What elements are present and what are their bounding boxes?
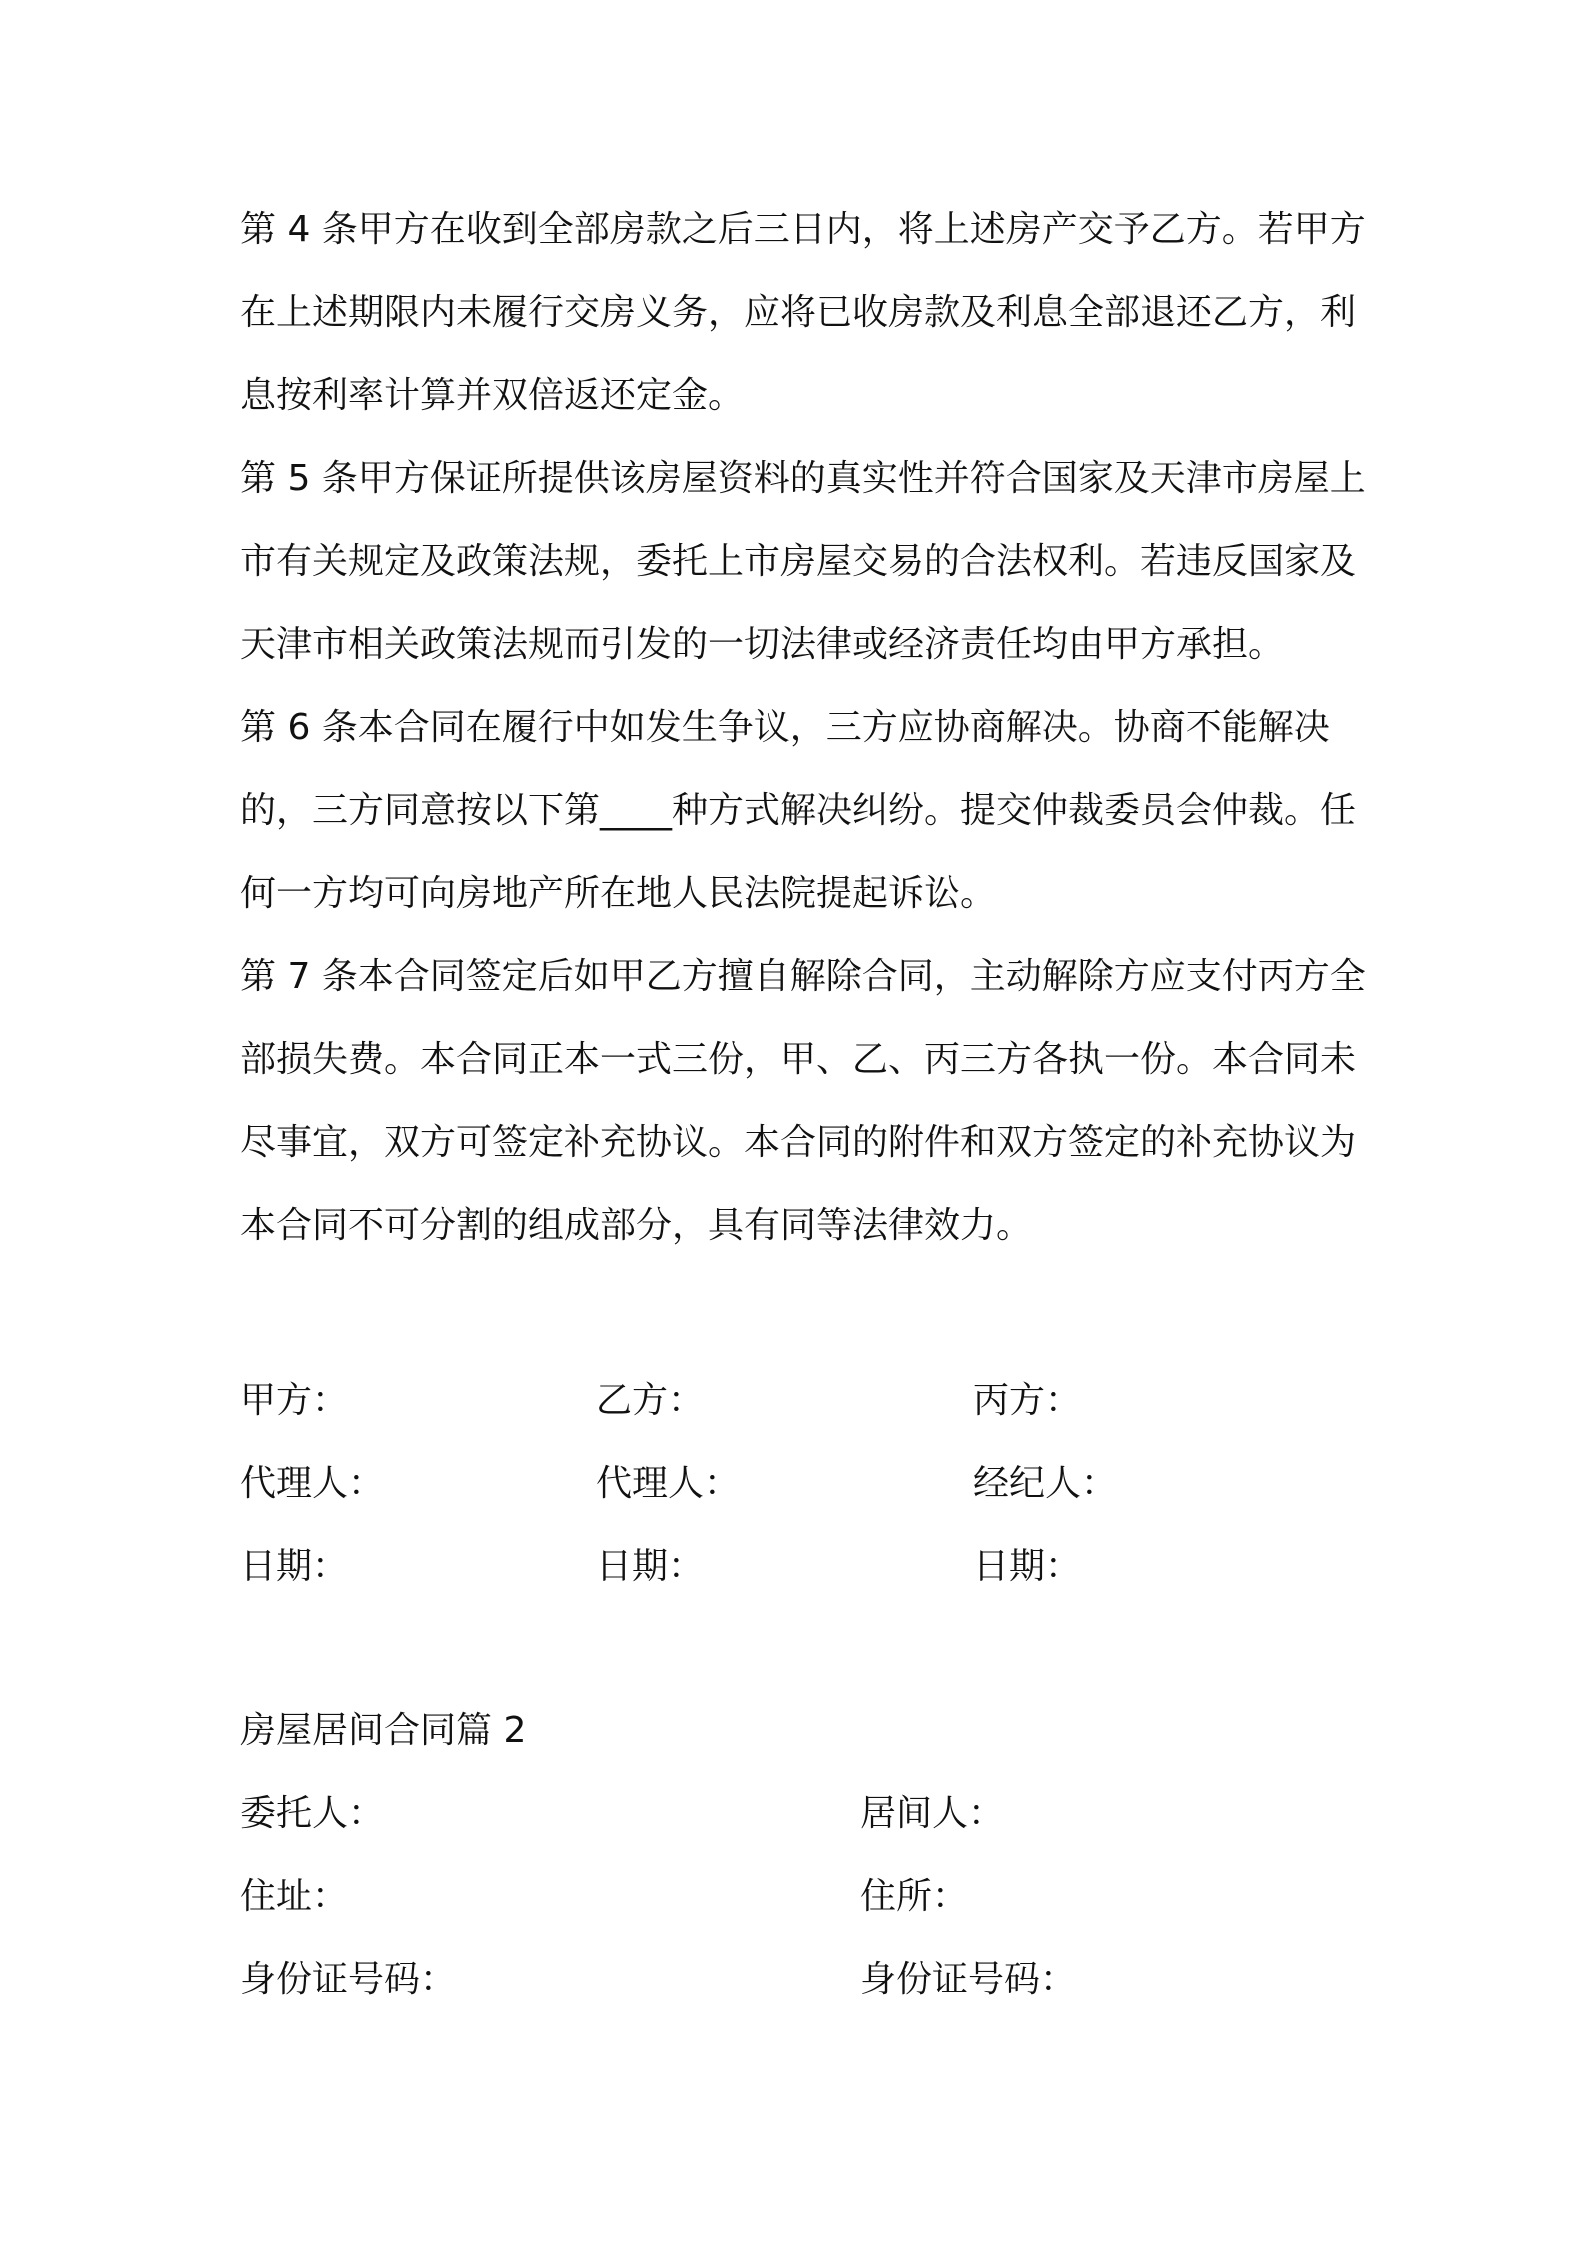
signature-row-parties (240, 1359, 1380, 1442)
clause-6: 第 6 条本合同在履行中如发生争议，三方应协商解决。协商不能解决的，三方同意按以下第____种方式解决纠纷。提交仲裁委员会仲裁。任何一方均可向房地产所在地人民法院提起诉讼。 (240, 707, 1357, 914)
broker-label: 经纪人： (973, 1463, 1118, 1504)
date-b-label: 日期： (596, 1546, 705, 1587)
section-2-row-id (240, 1938, 1380, 2021)
address-left-label: 住址： (240, 1876, 349, 1917)
id-left-label: 身份证号码： (240, 1959, 457, 2000)
agent-b-label: 代理人： (596, 1463, 741, 1504)
party-a-label: 甲方： (240, 1380, 349, 1421)
section-2-row-address (240, 1855, 1380, 1938)
signature-row-agents (240, 1442, 1380, 1525)
section-2-row-names (240, 1772, 1380, 1855)
intermediary-label: 居间人： (860, 1793, 1005, 1834)
agent-a-label: 代理人： (240, 1463, 385, 1504)
date-a-label: 日期： (240, 1546, 349, 1587)
id-right-label: 身份证号码： (860, 1959, 1077, 2000)
address-right-label: 住所： (860, 1876, 969, 1917)
clause-4: 第 4 条甲方在收到全部房款之后三日内，将上述房产交予乙方。若甲方在上述期限内未履行交房义务，应将已收房款及利息全部退还乙方，利息按利率计算并双倍返还定金。 (240, 209, 1366, 416)
signature-row-dates (240, 1525, 1380, 1608)
section-2-title: 房屋居间合同篇 2 (240, 1710, 527, 1751)
clause-7: 第 7 条本合同签定后如甲乙方擅自解除合同，主动解除方应支付丙方全部损失费。本合同正本一式三份，甲、乙、丙三方各执一份。本合同未尽事宜，双方可签定补充协议。本合同的附件和双方签定的补充协议为本合同不可分割的组成部分，具有同等法律效力。 (240, 956, 1366, 1246)
principal-label: 委托人： (240, 1793, 385, 1834)
party-b-label: 乙方： (596, 1380, 705, 1421)
party-c-label: 丙方： (973, 1380, 1082, 1421)
clause-5: 第 5 条甲方保证所提供该房屋资料的真实性并符合国家及天津市房屋上市有关规定及政策法规，委托上市房屋交易的合法权利。若违反国家及天津市相关政策法规而引发的一切法律或经济责任均由甲方承担。 (240, 458, 1366, 665)
clauses (240, 188, 1380, 1267)
date-c-label: 日期： (973, 1546, 1082, 1587)
